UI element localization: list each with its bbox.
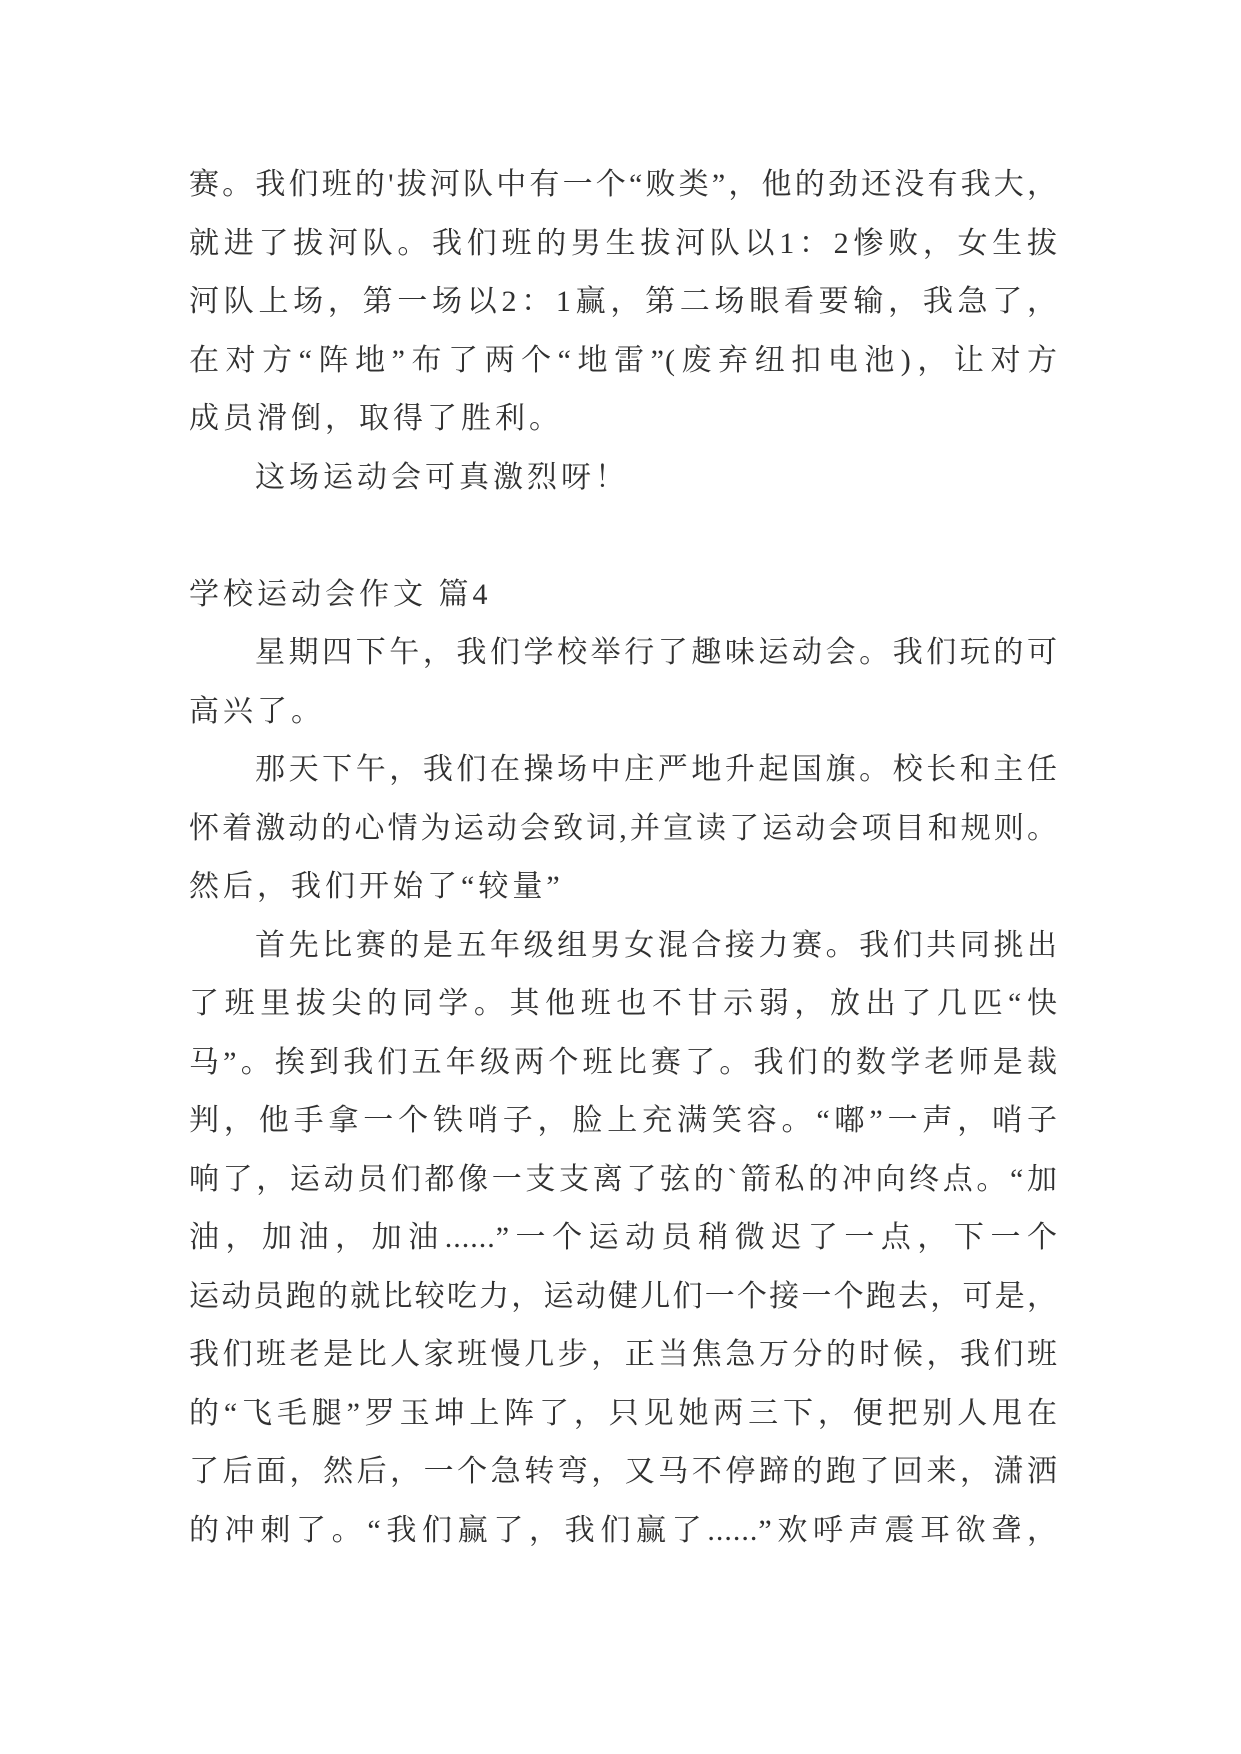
text-line: 响了，运动员们都像一支支离了弦的`箭私的冲向终点。“加 bbox=[189, 1162, 1058, 1196]
text-line: 然后，我们开始了“较量” bbox=[189, 870, 564, 903]
text-line: 马”。挨到我们五年级两个班比赛了。我们的数学老师是裁 bbox=[189, 1045, 1058, 1079]
text-line: 星期四下午，我们学校举行了趣味运动会。我们玩的可 bbox=[255, 636, 1058, 669]
text-line: 高兴了。 bbox=[189, 694, 325, 728]
text-line: 首先比赛的是五年级组男女混合接力赛。我们共同挑出 bbox=[255, 928, 1058, 962]
text-line: 这场运动会可真激烈呀！ bbox=[255, 460, 629, 494]
text-line: 的冲刺了。“我们赢了，我们赢了......”欢呼声震耳欲聋， bbox=[189, 1513, 1058, 1547]
text-line: 那天下午，我们在操场中庄严地升起国旗。校长和主任 bbox=[255, 753, 1058, 786]
text-line: 判，他手拿一个铁哨子，脸上充满笑容。“嘟”一声，哨子 bbox=[189, 1104, 1058, 1137]
text-line: 赛。我们班的'拔河队中有一个“败类”，他的劲还没有我大， bbox=[189, 168, 1058, 201]
document-body bbox=[189, 156, 1058, 1560]
text-line: 就进了拔河队。我们班的男生拔河队以1：2惨败，女生拔 bbox=[189, 226, 1058, 260]
text-line: 河队上场，第一场以2：1赢，第二场眼看要输，我急了， bbox=[189, 285, 1058, 318]
text-line: 成员滑倒，取得了胜利。 bbox=[189, 402, 563, 435]
text-line: 运动员跑的就比较吃力，运动健儿们一个接一个跑去，可是， bbox=[189, 1279, 1058, 1313]
text-line: 的“飞毛腿”罗玉坤上阵了，只见她两三下，便把别人甩在 bbox=[189, 1396, 1058, 1430]
section-heading: 学校运动会作文 篇4 bbox=[189, 577, 492, 611]
text-line: 我们班老是比人家班慢几步，正当焦急万分的时候，我们班 bbox=[189, 1338, 1058, 1371]
text-line: 了班里拔尖的同学。其他班也不甘示弱，放出了几匹“快 bbox=[189, 987, 1058, 1020]
text-line: 了后面，然后，一个急转弯，又马不停蹄的跑了回来，潇洒 bbox=[189, 1455, 1058, 1488]
text-line: 油，加油，加油......”一个运动员稍微迟了一点，下一个 bbox=[189, 1221, 1058, 1254]
text-line: 怀着激动的心情为运动会致词,并宣读了运动会项目和规则。 bbox=[189, 811, 1058, 845]
text-line: 在对方“阵地”布了两个“地雷”(废弃纽扣电池)，让对方 bbox=[189, 343, 1058, 377]
